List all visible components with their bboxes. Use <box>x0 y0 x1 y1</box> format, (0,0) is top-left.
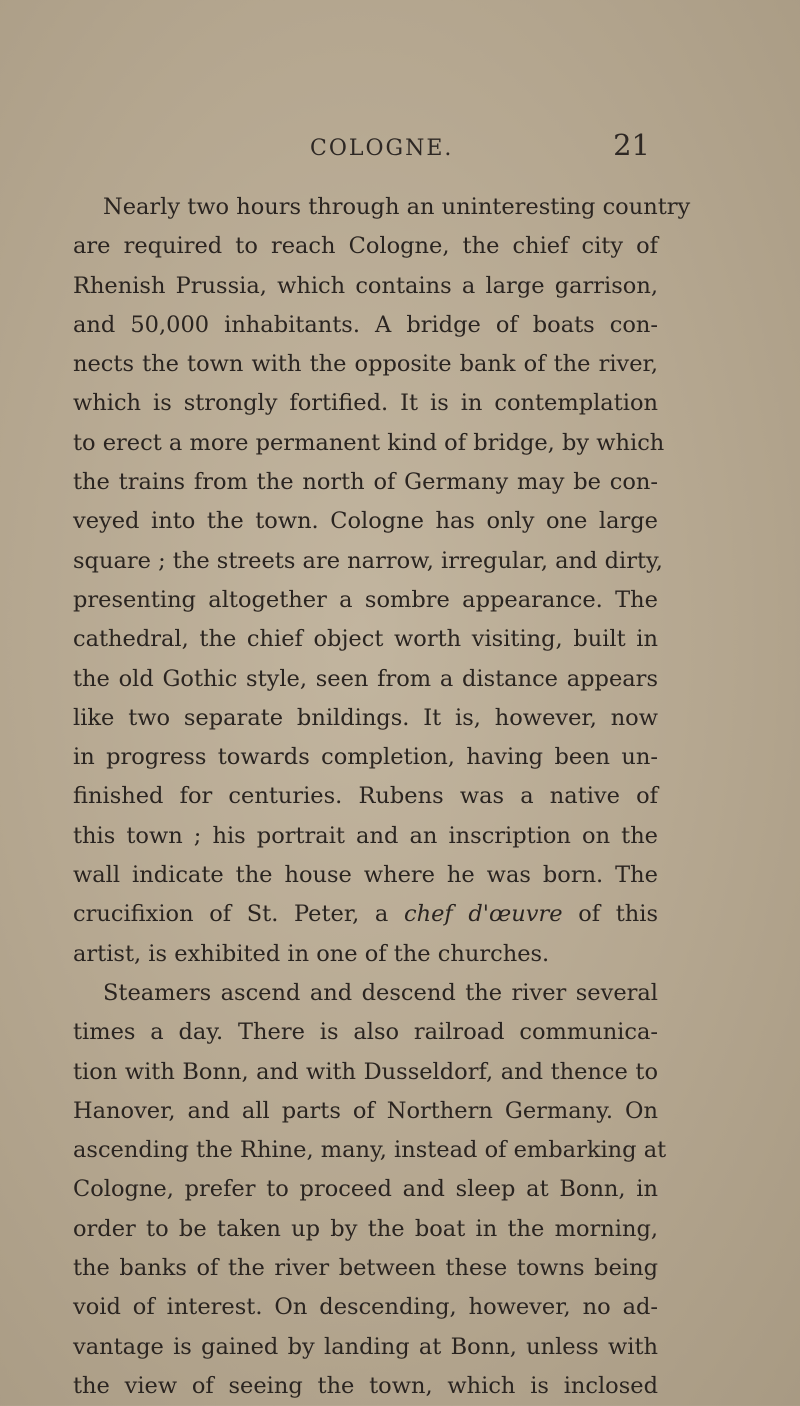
text-line: like two separate bnildings. It is, however, now <box>73 704 658 731</box>
text-line: vantage is gained by landing at Bonn, unless with <box>73 1333 658 1360</box>
body-text <box>73 188 691 1406</box>
text-line: Cologne, prefer to proceed and sleep at Bonn, in <box>73 1176 658 1203</box>
text-line: times a day. There is also railroad communica- <box>73 1019 658 1046</box>
text-segment: of this <box>578 901 659 928</box>
running-head <box>300 128 650 168</box>
text-line: square ; the streets are narrow, irregular, and dirty, <box>73 547 663 574</box>
text-line: to erect a more permanent kind of bridge, by which <box>73 429 665 456</box>
text-segment: crucifixion of St. Peter, a <box>73 901 389 928</box>
text-line-with-italic <box>73 895 658 934</box>
text-line: presenting altogether a sombre appearance. The <box>73 586 658 613</box>
text-line: Nearly two hours through an uninteresting country <box>103 194 691 220</box>
text-line: Steamers ascend and descend the river several <box>103 979 658 1006</box>
running-title: COLOGNE. <box>310 136 454 161</box>
text-line: finished for centuries. Rubens was a native of <box>73 783 658 810</box>
text-line: veyed into the town. Cologne has only one large <box>73 508 658 535</box>
text-line: ascending the Rhine, many, instead of embarking at <box>73 1137 667 1164</box>
text-line: the old Gothic style, seen from a distance appears <box>73 665 658 692</box>
text-line: this town ; his portrait and an inscription on the <box>73 822 658 849</box>
text-line: tion with Bonn, and with Dusseldorf, and thence to <box>73 1058 658 1085</box>
text-line: the view of seeing the town, which is inclosed <box>73 1372 658 1399</box>
text-line: and 50,000 inhabitants. A bridge of boats con- <box>73 311 658 338</box>
text-line: the trains from the north of Germany may be con- <box>73 469 658 496</box>
text-line: in progress towards completion, having been un- <box>73 744 658 771</box>
text-line: cathedral, the chief object worth visiting, built in <box>73 626 658 653</box>
text-line: which is strongly fortified. It is in contemplation <box>73 390 658 417</box>
text-line: Rhenish Prussia, which contains a large garrison, <box>73 272 658 299</box>
page-number: 21 <box>613 128 650 162</box>
text-line: order to be taken up by the boat in the morning, <box>73 1215 658 1242</box>
text-line: the banks of the river between these towns being <box>73 1255 658 1282</box>
text-line: are required to reach Cologne, the chief city of <box>73 233 658 260</box>
text-line: wall indicate the house where he was born. The <box>73 862 658 889</box>
text-line: void of interest. On descending, however, no ad- <box>73 1294 658 1321</box>
italic-phrase: chef d'œuvre <box>404 901 563 928</box>
text-line: artist, is exhibited in one of the churches. <box>73 940 550 967</box>
text-line: nects the town with the opposite bank of the river, <box>73 351 658 378</box>
text-line: Hanover, and all parts of Northern Germany. On <box>73 1097 658 1124</box>
